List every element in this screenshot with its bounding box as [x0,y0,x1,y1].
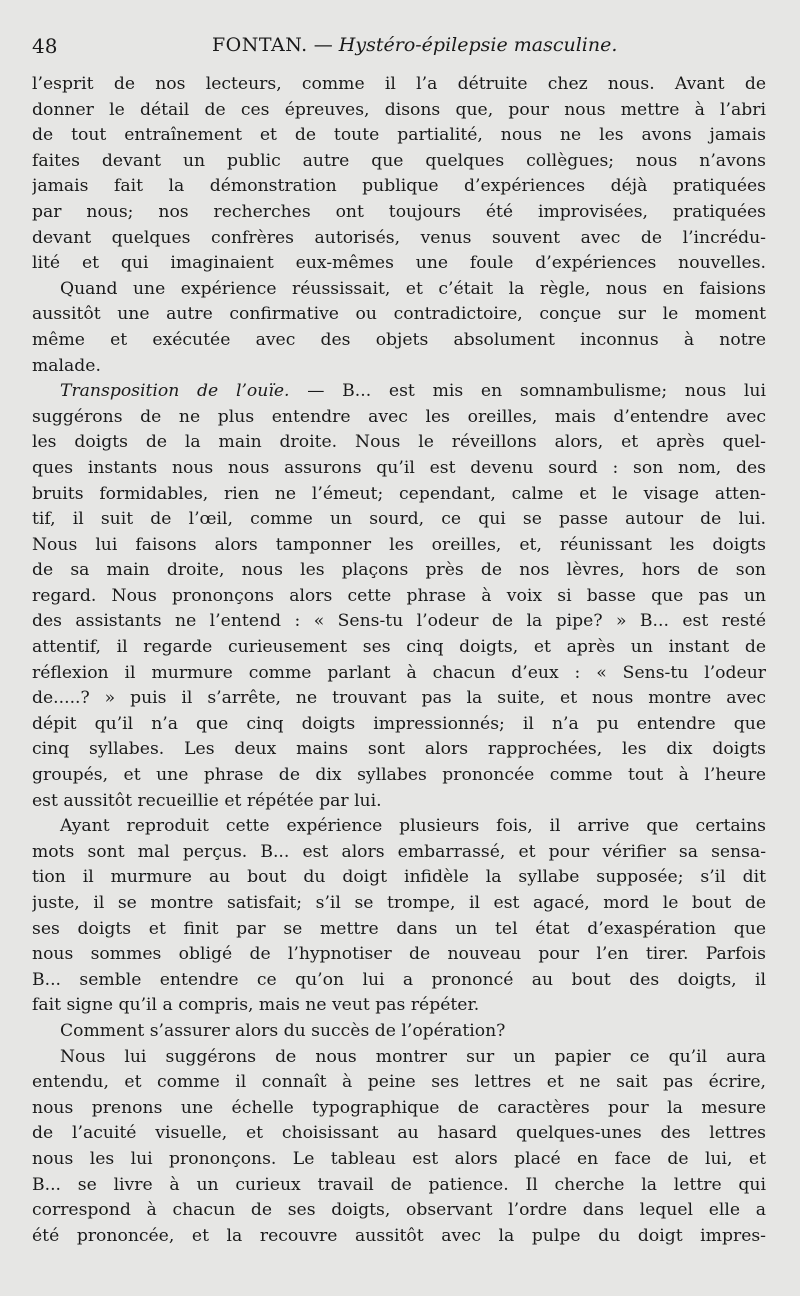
text-line-content: malade. [32,355,101,376]
text-line-content: Quand une expérience réussissait, et c’était la règle, nous en faisions [60,278,766,299]
text-line-content: Ayant reproduit cette expérience plusieurs fois, il arrive que certains [60,816,766,837]
text-line [32,1198,766,1224]
text-line-content: — B... est mis en somnambulisme; nous lui [289,381,766,402]
text-line [32,302,766,328]
text-line-content: nous les lui prononçons. Le tableau est alors placé en face de lui, et [32,1148,766,1169]
text-line [32,328,766,354]
text-line [32,456,766,482]
text-line-content: B... semble entendre ce qu’on lui a prononcé au bout des doigts, il [32,969,766,990]
text-line-content: mots sont mal perçus. B... est alors embarrassé, et pour vérifier sa sensa- [32,841,766,862]
text-line [32,507,766,533]
text-line [32,1147,766,1173]
running-head-author: FONTAN. [212,34,308,56]
text-line [32,763,766,789]
running-head-separator: — [307,34,339,56]
text-line-content: devant quelques confrères autorisés, venus souvent avec de l’incrédu- [32,227,766,248]
text-line-content: bruits formidables, rien ne l’émeut; cependant, calme et le visage atten- [32,483,766,504]
text-line [32,865,766,891]
text-line-content: est aussitôt recueillie et répétée par lui. [32,790,382,811]
text-line-content: même et exécutée avec des objets absolument inconnus à notre [32,329,766,350]
text-line [32,1224,766,1250]
page-header [32,34,768,60]
text-line [32,226,766,252]
text-line [32,123,766,149]
text-line [32,251,766,277]
text-line-content: l’esprit de nos lecteurs, comme il l’a détruite chez nous. Avant de [32,74,766,94]
text-line [32,72,766,98]
text-line [32,354,766,380]
text-line [32,533,766,559]
text-line [32,1096,766,1122]
text-line-content: jamais fait la démonstration publique d’expériences déjà pratiquées [32,176,766,197]
text-line [32,686,766,712]
text-line-content: de sa main droite, nous les plaçons près de nos lèvres, hors de son [32,560,766,581]
text-line [32,840,766,866]
text-line-content: donner le détail de ces épreuves, disons que, pour nous mettre à l’abri [32,99,766,120]
text-line-content: nous sommes obligé de l’hypnotiser de nouveau pour l’en tirer. Parfois [32,944,766,965]
running-head-title: Hystéro-épilepsie masculine. [338,34,618,56]
text-line-content: groupés, et une phrase de dix syllabes prononcée comme tout à l’heure [32,765,766,786]
text-line [32,174,766,200]
text-line [32,405,766,431]
text-line-content: par nous; nos recherches ont toujours été improvisées, pratiquées [32,201,766,222]
text-line-content: réflexion il murmure comme parlant à chacun d’eux : « Sens-tu l’odeur [32,662,766,683]
text-line [32,558,766,584]
text-line [32,891,766,917]
text-line [32,661,766,687]
text-line-content: ses doigts et finit par se mettre dans un tel état d’exaspération que [32,918,766,939]
text-line-content: juste, il se montre satisfait; s’il se trompe, il est agacé, mord le bout de [32,893,766,913]
text-line-content: été prononcée, et la recouvre aussitôt avec la pulpe du doigt impres- [32,1225,766,1246]
text-line [32,482,766,508]
text-line [32,789,766,815]
text-line-content: lité et qui imaginaient eux-mêmes une foule d’expériences nouvelles. [32,253,766,274]
text-line [32,584,766,610]
text-line-content: Nous lui suggérons de nous montrer sur un papier ce qu’il aura [60,1046,766,1067]
text-line [32,712,766,738]
text-line-content: nous prenons une échelle typographique de caractères pour la mesure [32,1097,766,1118]
text-line [32,1173,766,1199]
text-line [32,1070,766,1096]
text-line-content: attentif, il regarde curieusement ses cinq doigts, et après un instant de [32,637,766,658]
text-line [32,968,766,994]
text-line [32,609,766,635]
text-line [32,149,766,175]
text-line-content: les doigts de la main droite. Nous le réveillons alors, et après quel- [32,432,766,453]
text-line [32,993,766,1019]
text-line-content: Nous lui faisons alors tamponner les oreilles, et, réunissant les doigts [32,534,766,555]
text-line-content: tion il murmure au bout du doigt infidèle la syllabe supposée; s’il dit [32,867,766,888]
text-line [32,430,766,456]
text-line-content: des assistants ne l’entend : « Sens-tu l’odeur de la pipe? » B... est resté [32,611,766,632]
text-line [32,1045,766,1071]
text-line-content: B... se livre à un curieux travail de patience. Il cherche la lettre qui [32,1174,766,1195]
text-line-content: suggérons de ne plus entendre avec les oreilles, mais d’entendre avec [32,406,766,427]
text-line [32,942,766,968]
text-line [32,1019,766,1045]
page-number: 48 [32,34,58,58]
text-line-content: aussitôt une autre confirmative ou contradictoire, conçue sur le moment [32,304,766,325]
text-line [32,814,766,840]
text-line-content: correspond à chacun de ses doigts, observant l’ordre dans lequel elle a [32,1200,766,1221]
section-heading: Transposition de l’ouïe. [60,381,290,402]
text-line [32,917,766,943]
text-line-content: dépit qu’il n’a que cinq doigts impressionnés; il n’a pu entendre que [32,713,766,734]
text-line-content: Comment s’assurer alors du succès de l’opération? [60,1020,506,1041]
text-line-content: ques instants nous nous assurons qu’il est devenu sourd : son nom, des [32,457,766,478]
text-line-content: de l’acuité visuelle, et choisissant au hasard quelques-unes des lettres [32,1123,766,1144]
text-line-content: fait signe qu’il a compris, mais ne veut pas répéter. [32,995,480,1016]
text-line-content: de tout entraînement et de toute partialité, nous ne les avons jamais [32,125,766,146]
body-text [32,72,766,1249]
running-head [212,34,617,56]
text-line-content: entendu, et comme il connaît à peine ses lettres et ne sait pas écrire, [32,1072,766,1093]
text-line-content: regard. Nous prononçons alors cette phrase à voix si basse que pas un [32,585,766,606]
text-line [32,277,766,303]
text-line [32,98,766,124]
text-line-content: de.....? » puis il s’arrête, ne trouvant pas la suite, et nous montre avec [32,688,766,709]
text-line [32,635,766,661]
text-line-content: cinq syllabes. Les deux mains sont alors rapprochées, les dix doigts [32,739,766,760]
text-line [32,737,766,763]
text-line [32,200,766,226]
text-line-content: tif, il suit de l’œil, comme un sourd, ce qui se passe autour de lui. [32,509,766,530]
text-line-content: faites devant un public autre que quelques collègues; nous n’avons [32,150,766,171]
text-line [32,1121,766,1147]
text-line [32,379,766,405]
